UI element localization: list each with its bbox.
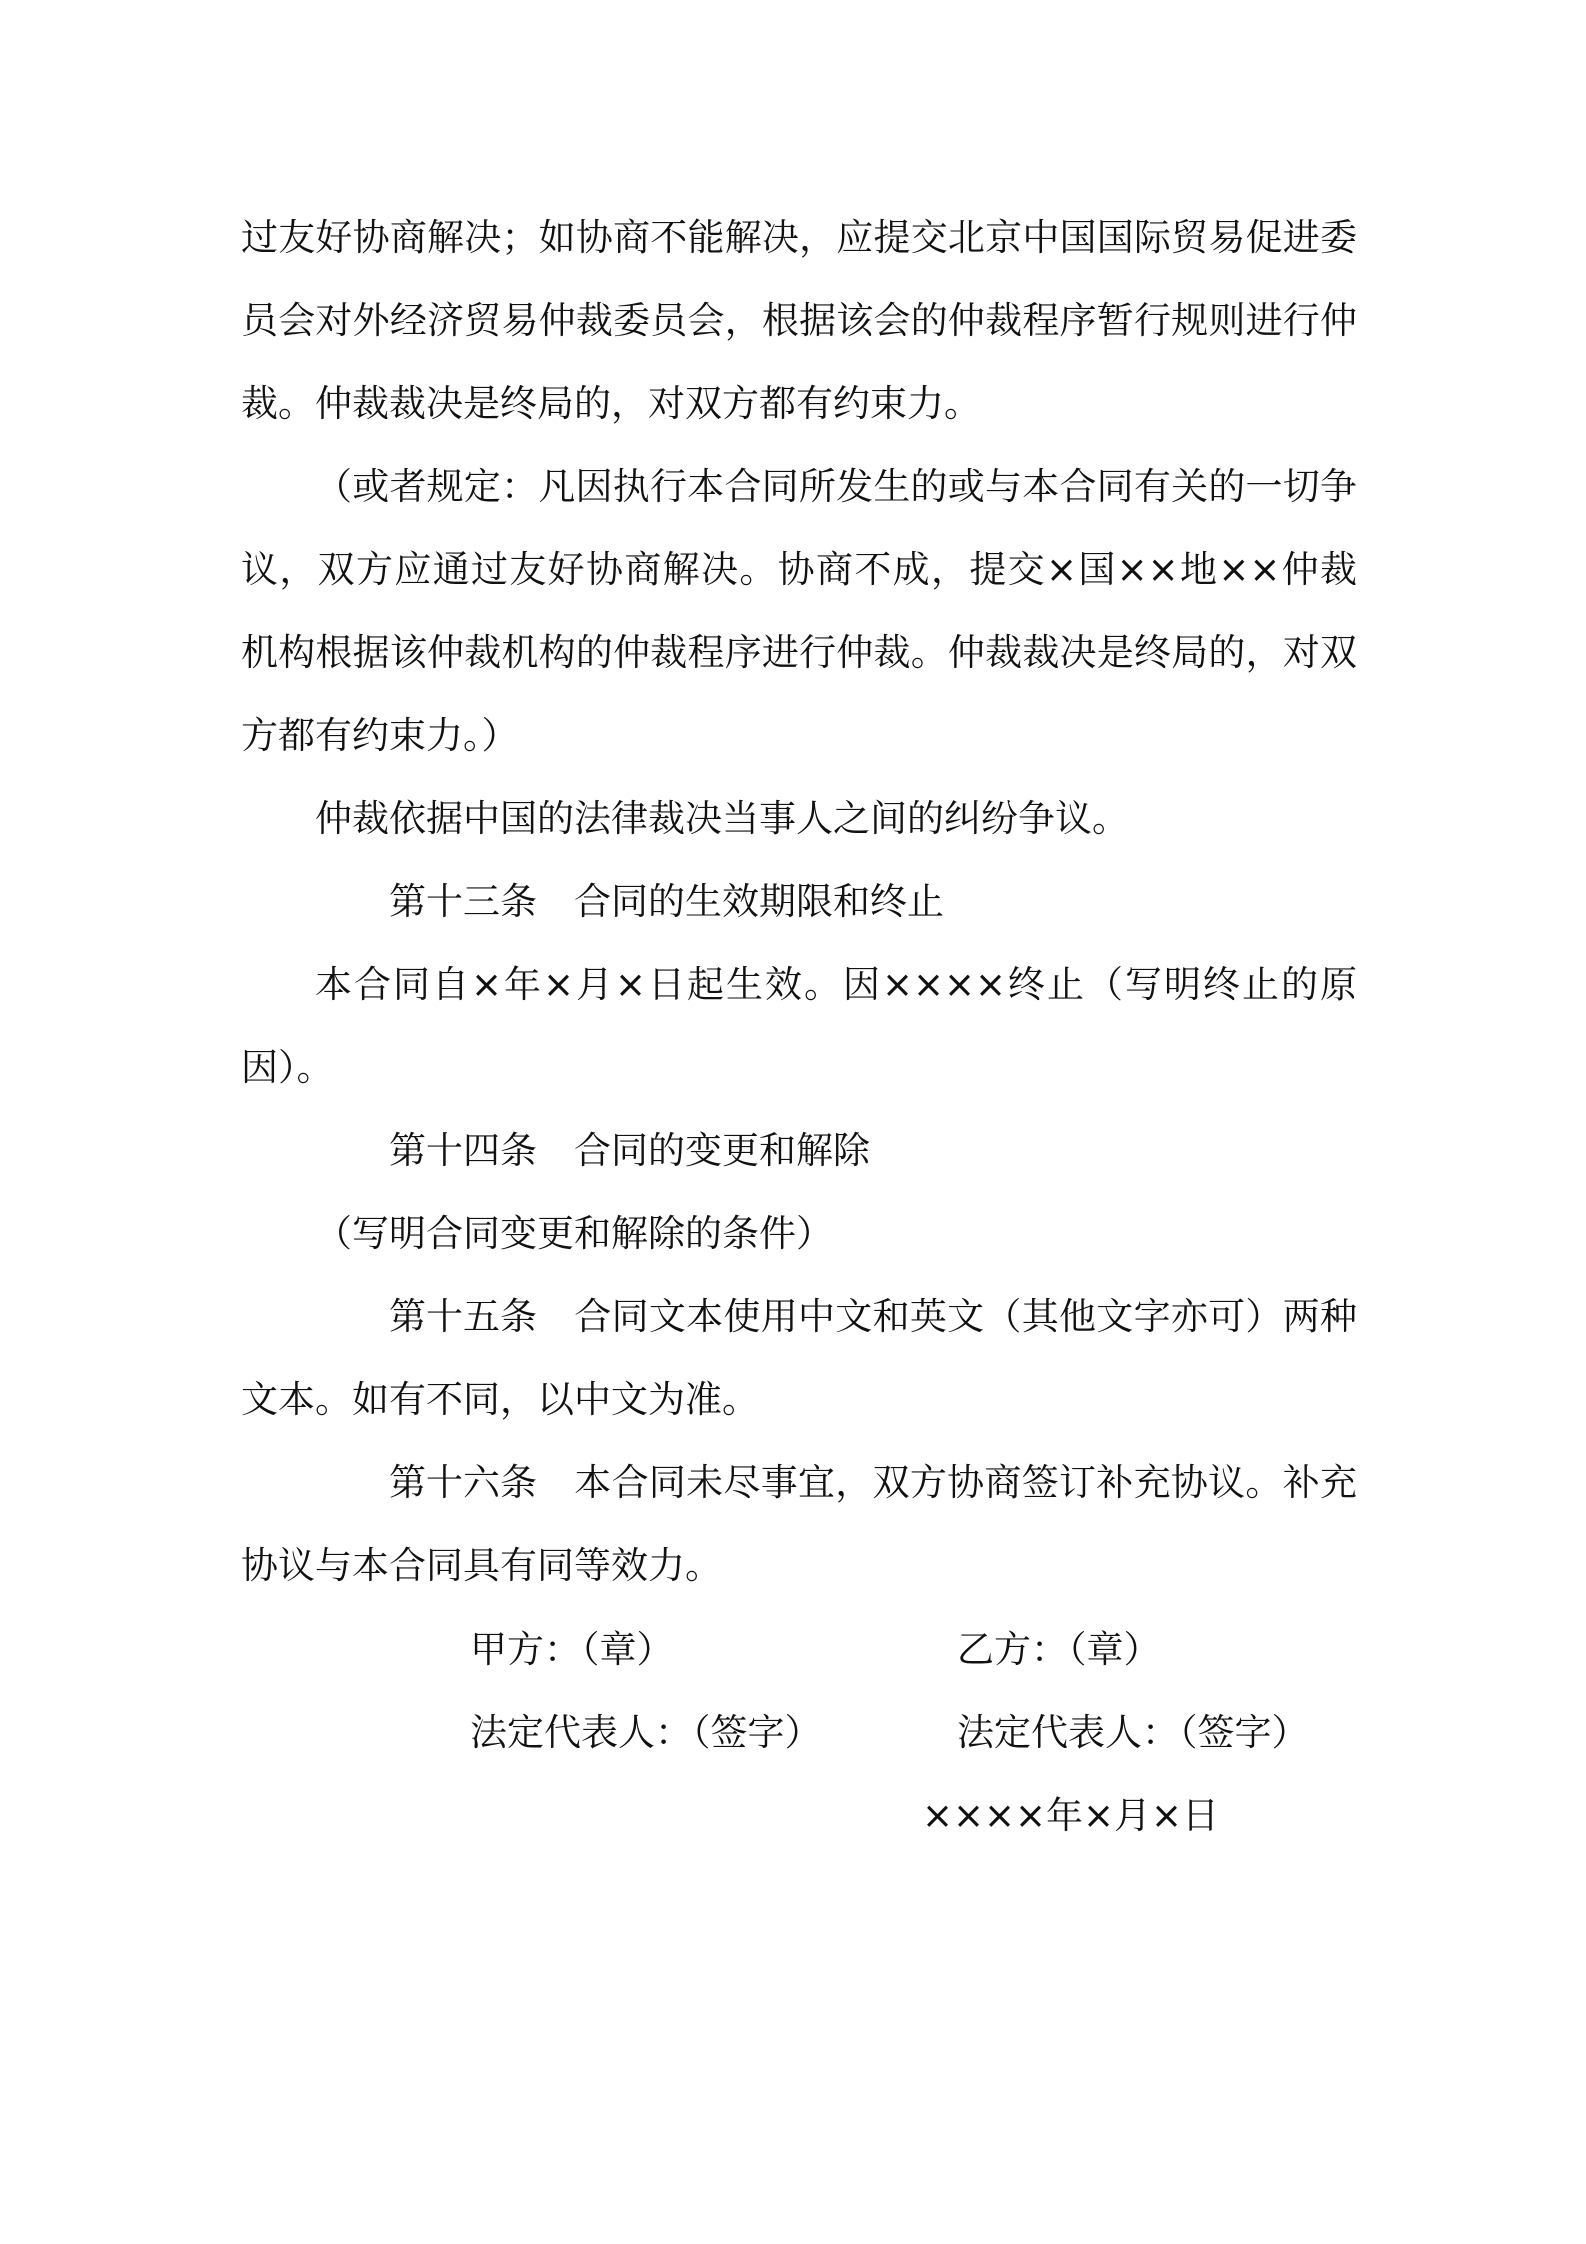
article-number: 第十六条 (389, 1461, 537, 1504)
article-15 (241, 1275, 1357, 1441)
article-13-body: 本合同自×年×月×日起生效。因××××终止（写明终止的原因）。 (241, 963, 1357, 1089)
paragraph-alternative-clause: （或者规定：凡因执行本合同所发生的或与本合同有关的一切争议，双方应通过友好协商解决。协商不成，提交×国××地××仲裁机构根据该仲裁机构的仲裁程序进行仲裁。仲裁裁决是终局的，对双方都有约束力。） (241, 465, 1357, 757)
signing-date: ××××年×月×日 (922, 1794, 1220, 1837)
article-body: 本合同未尽事宜，双方协商签订补充协议。补充协议与本合同具有同等效力。 (241, 1461, 1357, 1587)
article-14-heading (241, 1109, 1357, 1192)
article-number: 第十五条 (389, 1295, 537, 1338)
party-a-representative: 法定代表人：（签字） (470, 1711, 822, 1754)
party-b-representative: 法定代表人：（签字） (957, 1711, 1309, 1754)
article-13-heading (241, 860, 1357, 943)
article-number: 第十四条 (389, 1129, 537, 1172)
article-16 (241, 1441, 1357, 1607)
article-number: 第十三条 (389, 880, 537, 923)
article-title: 合同的生效期限和终止 (574, 880, 944, 923)
contract-text (241, 196, 1357, 1607)
article-title: 合同的变更和解除 (574, 1129, 870, 1172)
party-b-seal: 乙方：（章） (957, 1628, 1161, 1671)
paragraph-governing-law: 仲裁依据中国的法律裁决当事人之间的纠纷争议。 (315, 797, 1129, 840)
party-a-seal: 甲方：（章） (470, 1628, 674, 1671)
article-14-body: （写明合同变更和解除的条件） (315, 1212, 833, 1255)
paragraph-arbitration: 过友好协商解决；如协商不能解决，应提交北京中国国际贸易促进委员会对外经济贸易仲裁委员会，根据该会的仲裁程序暂行规则进行仲裁。仲裁裁决是终局的，对双方都有约束力。 (241, 216, 1357, 425)
article-body: 合同文本使用中文和英文（其他文字亦可）两种文本。如有不同，以中文为准。 (241, 1295, 1357, 1421)
